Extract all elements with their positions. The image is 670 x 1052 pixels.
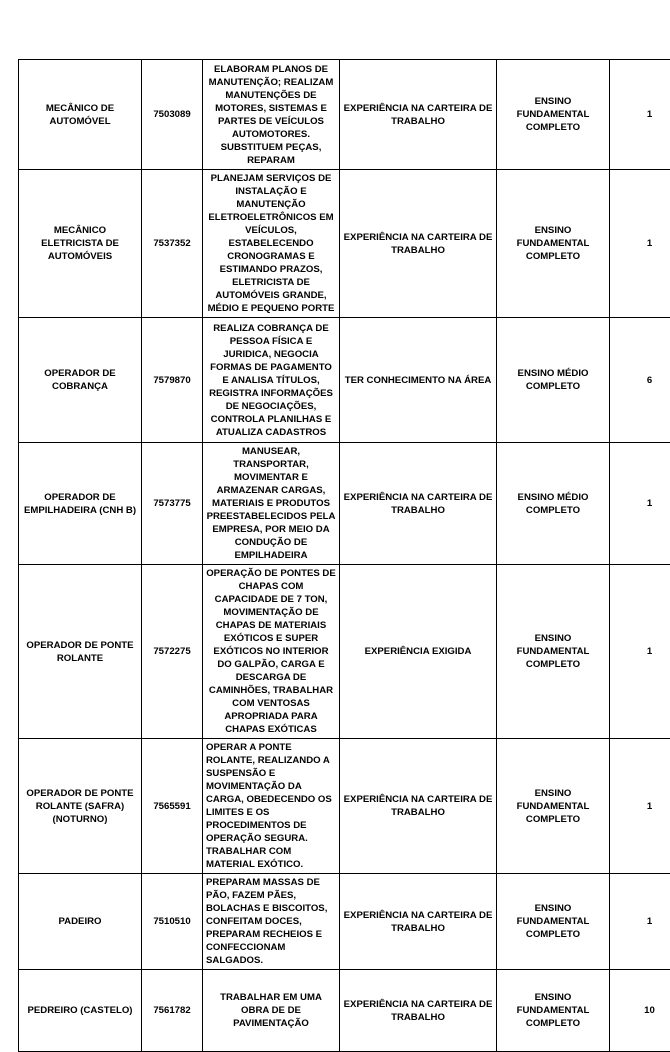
- job-education: ENSINO MÉDIO COMPLETO: [497, 443, 610, 565]
- job-title: OPERADOR DE PONTE ROLANTE (SAFRA) (NOTURNO): [19, 739, 142, 874]
- table-row: [19, 739, 670, 874]
- job-code: 7561782: [142, 970, 203, 1052]
- job-quantity: 10: [610, 970, 670, 1052]
- job-experience: TER CONHECIMENTO NA ÁREA: [340, 318, 497, 443]
- table-row: [19, 170, 670, 318]
- job-title: OPERADOR DE COBRANÇA: [19, 318, 142, 443]
- job-experience: EXPERIÊNCIA NA CARTEIRA DE TRABALHO: [340, 443, 497, 565]
- job-education: ENSINO FUNDAMENTAL COMPLETO: [497, 739, 610, 874]
- job-description: ELABORAM PLANOS DE MANUTENÇÃO; REALIZAM MANUTENÇÕES DE MOTORES, SISTEMAS E PARTES DE VEÍCULOS AUTOMOTORES. SUBSTITUEM PEÇAS, REPARAM: [203, 60, 340, 170]
- job-experience: EXPERIÊNCIA NA CARTEIRA DE TRABALHO: [340, 60, 497, 170]
- table-row: [19, 565, 670, 739]
- job-code: 7572275: [142, 565, 203, 739]
- job-quantity: 1: [610, 739, 670, 874]
- job-quantity: 1: [610, 565, 670, 739]
- job-description: MANUSEAR, TRANSPORTAR, MOVIMENTAR E ARMAZENAR CARGAS, MATERIAIS E PRODUTOS PREESTABELECIDOS PELA EMPRESA, POR MEIO DA CONDUÇÃO DE EMPILHADEIRA: [203, 443, 340, 565]
- table-row: [19, 970, 670, 1052]
- job-title: OPERADOR DE EMPILHADEIRA (CNH B): [19, 443, 142, 565]
- job-quantity: 1: [610, 874, 670, 970]
- job-quantity: 6: [610, 318, 670, 443]
- job-quantity: 1: [610, 443, 670, 565]
- job-description: PREPARAM MASSAS DE PÃO, FAZEM PÃES, BOLACHAS E BISCOITOS, CONFEITAM DOCES, PREPARAM RECHEIOS E CONFECCIONAM SALGADOS.: [203, 874, 340, 970]
- job-code: 7579870: [142, 318, 203, 443]
- job-title: PEDREIRO (CASTELO): [19, 970, 142, 1052]
- job-experience: EXPERIÊNCIA NA CARTEIRA DE TRABALHO: [340, 970, 497, 1052]
- job-experience: EXPERIÊNCIA NA CARTEIRA DE TRABALHO: [340, 170, 497, 318]
- job-description: PLANEJAM SERVIÇOS DE INSTALAÇÃO E MANUTENÇÃO ELETROELETRÔNICOS EM VEÍCULOS, ESTABELECENDO CRONOGRAMAS E ESTIMANDO PRAZOS, ELETRICISTA DE AUTOMÓVEIS GRANDE, MÉDIO E PEQUENO PORTE: [203, 170, 340, 318]
- job-experience: EXPERIÊNCIA NA CARTEIRA DE TRABALHO: [340, 739, 497, 874]
- table-row: [19, 443, 670, 565]
- job-education: ENSINO FUNDAMENTAL COMPLETO: [497, 170, 610, 318]
- job-experience: EXPERIÊNCIA NA CARTEIRA DE TRABALHO: [340, 874, 497, 970]
- job-description: OPERAR A PONTE ROLANTE, REALIZANDO A SUSPENSÃO E MOVIMENTAÇÃO DA CARGA, OBEDECENDO OS LIMITES E OS PROCEDIMENTOS DE OPERAÇÃO SEGURA. TRABALHAR COM MATERIAL EXÓTICO.: [203, 739, 340, 874]
- job-education: ENSINO FUNDAMENTAL COMPLETO: [497, 874, 610, 970]
- job-education: ENSINO FUNDAMENTAL COMPLETO: [497, 970, 610, 1052]
- job-experience: EXPERIÊNCIA EXIGIDA: [340, 565, 497, 739]
- job-listings-table: [18, 59, 670, 1052]
- job-description: OPERAÇÃO DE PONTES DE CHAPAS COM CAPACIDADE DE 7 TON, MOVIMENTAÇÃO DE CHAPAS DE MATERIAIS EXÓTICOS E SUPER EXÓTICOS NO INTERIOR DO GALPÃO, CARGA E DESCARGA DE CAMINHÕES, TRABALHAR COM VENTOSAS APROPRIADA PARA CHAPAS EXÓTICAS: [203, 565, 340, 739]
- job-code: 7565591: [142, 739, 203, 874]
- table-row: [19, 318, 670, 443]
- job-code: 7573775: [142, 443, 203, 565]
- table-row: [19, 60, 670, 170]
- job-title: OPERADOR DE PONTE ROLANTE: [19, 565, 142, 739]
- job-quantity: 1: [610, 170, 670, 318]
- table-row: [19, 874, 670, 970]
- job-title: MECÂNICO ELETRICISTA DE AUTOMÓVEIS: [19, 170, 142, 318]
- job-quantity: 1: [610, 60, 670, 170]
- job-education: ENSINO MÉDIO COMPLETO: [497, 318, 610, 443]
- job-code: 7510510: [142, 874, 203, 970]
- job-title: MECÂNICO DE AUTOMÓVEL: [19, 60, 142, 170]
- job-description: REALIZA COBRANÇA DE PESSOA FÍSICA E JURIDICA, NEGOCIA FORMAS DE PAGAMENTO E ANALISA TÍTULOS, REGISTRA INFORMAÇÕES DE NEGOCIAÇÕES, CONTROLA PLANILHAS E ATUALIZA CADASTROS: [203, 318, 340, 443]
- job-code: 7537352: [142, 170, 203, 318]
- job-education: ENSINO FUNDAMENTAL COMPLETO: [497, 565, 610, 739]
- job-code: 7503089: [142, 60, 203, 170]
- job-education: ENSINO FUNDAMENTAL COMPLETO: [497, 60, 610, 170]
- job-title: PADEIRO: [19, 874, 142, 970]
- job-description: TRABALHAR EM UMA OBRA DE DE PAVIMENTAÇÃO: [203, 970, 340, 1052]
